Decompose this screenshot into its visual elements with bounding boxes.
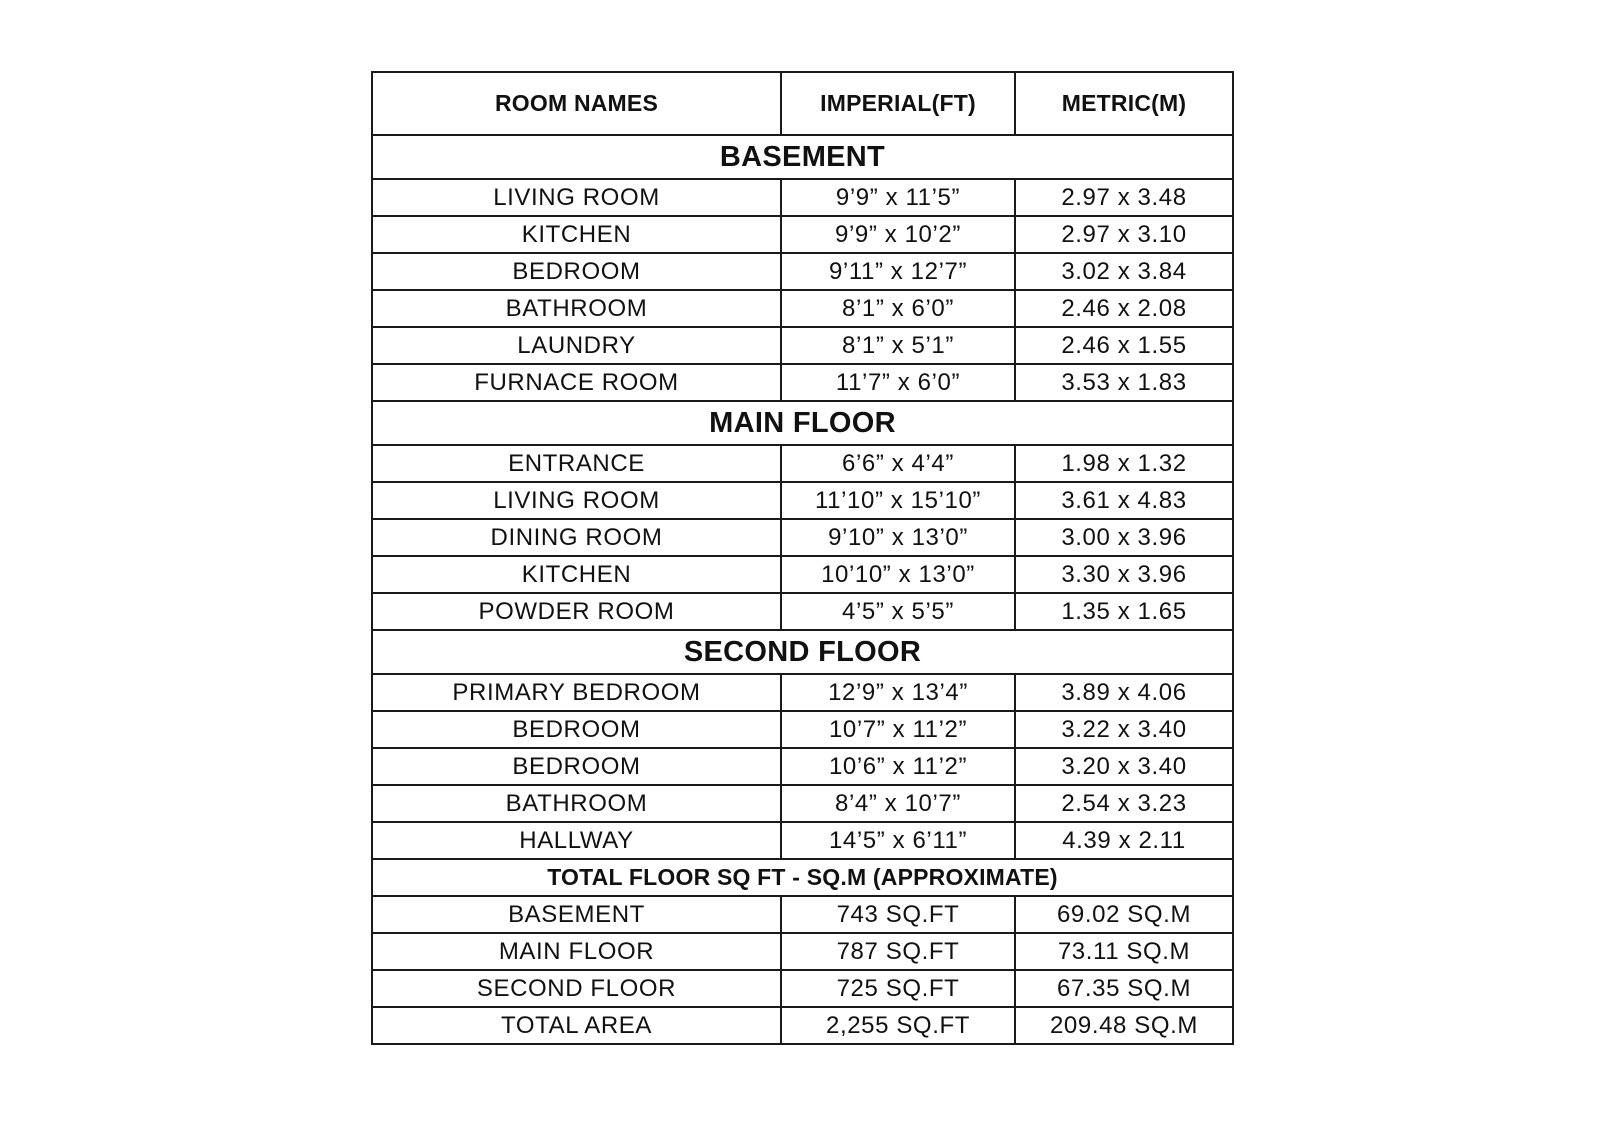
section-title: MAIN FLOOR — [372, 401, 1233, 445]
table-row — [372, 556, 1233, 593]
header-row — [372, 72, 1233, 135]
imperial-cell: 10’6” x 11’2” — [781, 748, 1015, 785]
total-row — [372, 970, 1233, 1007]
metric-area-cell: 73.11 SQ.M — [1015, 933, 1233, 970]
table-row — [372, 519, 1233, 556]
metric-cell: 2.97 x 3.48 — [1015, 179, 1233, 216]
table-row — [372, 785, 1233, 822]
room-name-cell: LAUNDRY — [372, 327, 781, 364]
header-room-names: ROOM NAMES — [372, 72, 781, 135]
metric-area-cell: 209.48 SQ.M — [1015, 1007, 1233, 1044]
section-row-basement — [372, 135, 1233, 179]
table-row — [372, 748, 1233, 785]
imperial-cell: 9’10” x 13’0” — [781, 519, 1015, 556]
table-row — [372, 711, 1233, 748]
table-row — [372, 327, 1233, 364]
room-name-cell: KITCHEN — [372, 556, 781, 593]
imperial-cell: 10’7” x 11’2” — [781, 711, 1015, 748]
imperial-area-cell: 787 SQ.FT — [781, 933, 1015, 970]
metric-cell: 3.00 x 3.96 — [1015, 519, 1233, 556]
metric-cell: 1.98 x 1.32 — [1015, 445, 1233, 482]
table-row — [372, 822, 1233, 859]
metric-cell: 3.30 x 3.96 — [1015, 556, 1233, 593]
metric-cell: 3.53 x 1.83 — [1015, 364, 1233, 401]
section-row-second-floor — [372, 630, 1233, 674]
section-title: SECOND FLOOR — [372, 630, 1233, 674]
metric-cell: 3.61 x 4.83 — [1015, 482, 1233, 519]
header-metric: METRIC(M) — [1015, 72, 1233, 135]
imperial-cell: 8’4” x 10’7” — [781, 785, 1015, 822]
room-name-cell: FURNACE ROOM — [372, 364, 781, 401]
room-name-cell: HALLWAY — [372, 822, 781, 859]
imperial-area-cell: 2,255 SQ.FT — [781, 1007, 1015, 1044]
imperial-cell: 12’9” x 13’4” — [781, 674, 1015, 711]
metric-cell: 2.46 x 1.55 — [1015, 327, 1233, 364]
imperial-cell: 9’9” x 10’2” — [781, 216, 1015, 253]
room-name-cell: KITCHEN — [372, 216, 781, 253]
imperial-cell: 4’5” x 5’5” — [781, 593, 1015, 630]
metric-cell: 2.54 x 3.23 — [1015, 785, 1233, 822]
imperial-cell: 14’5” x 6’11” — [781, 822, 1015, 859]
room-name-cell: BEDROOM — [372, 711, 781, 748]
metric-cell: 2.46 x 2.08 — [1015, 290, 1233, 327]
metric-cell: 2.97 x 3.10 — [1015, 216, 1233, 253]
table-row — [372, 290, 1233, 327]
total-row — [372, 896, 1233, 933]
metric-cell: 3.20 x 3.40 — [1015, 748, 1233, 785]
metric-cell: 1.35 x 1.65 — [1015, 593, 1233, 630]
imperial-cell: 8’1” x 6’0” — [781, 290, 1015, 327]
imperial-cell: 11’7” x 6’0” — [781, 364, 1015, 401]
table-row — [372, 482, 1233, 519]
section-title: BASEMENT — [372, 135, 1233, 179]
room-dimensions-table — [371, 71, 1234, 1045]
metric-cell: 3.02 x 3.84 — [1015, 253, 1233, 290]
section-row-main-floor — [372, 401, 1233, 445]
imperial-area-cell: 743 SQ.FT — [781, 896, 1015, 933]
imperial-cell: 10’10” x 13’0” — [781, 556, 1015, 593]
table-row — [372, 253, 1233, 290]
totals-header-row — [372, 859, 1233, 896]
room-name-cell: DINING ROOM — [372, 519, 781, 556]
table-row — [372, 593, 1233, 630]
table-row — [372, 216, 1233, 253]
total-row — [372, 933, 1233, 970]
floor-name-cell: BASEMENT — [372, 896, 781, 933]
room-name-cell: ENTRANCE — [372, 445, 781, 482]
room-name-cell: BATHROOM — [372, 785, 781, 822]
metric-cell: 4.39 x 2.11 — [1015, 822, 1233, 859]
imperial-cell: 9’11” x 12’7” — [781, 253, 1015, 290]
floor-name-cell: SECOND FLOOR — [372, 970, 781, 1007]
metric-area-cell: 69.02 SQ.M — [1015, 896, 1233, 933]
floor-name-cell: MAIN FLOOR — [372, 933, 781, 970]
table-row — [372, 364, 1233, 401]
table-row — [372, 179, 1233, 216]
room-name-cell: LIVING ROOM — [372, 482, 781, 519]
room-name-cell: BEDROOM — [372, 253, 781, 290]
room-name-cell: BATHROOM — [372, 290, 781, 327]
room-name-cell: PRIMARY BEDROOM — [372, 674, 781, 711]
total-row — [372, 1007, 1233, 1044]
imperial-cell: 9’9” x 11’5” — [781, 179, 1015, 216]
metric-area-cell: 67.35 SQ.M — [1015, 970, 1233, 1007]
imperial-area-cell: 725 SQ.FT — [781, 970, 1015, 1007]
table-row — [372, 674, 1233, 711]
imperial-cell: 8’1” x 5’1” — [781, 327, 1015, 364]
room-name-cell: BEDROOM — [372, 748, 781, 785]
metric-cell: 3.89 x 4.06 — [1015, 674, 1233, 711]
metric-cell: 3.22 x 3.40 — [1015, 711, 1233, 748]
table-row — [372, 445, 1233, 482]
room-name-cell: POWDER ROOM — [372, 593, 781, 630]
room-name-cell: LIVING ROOM — [372, 179, 781, 216]
imperial-cell: 11’10” x 15’10” — [781, 482, 1015, 519]
floor-name-cell: TOTAL AREA — [372, 1007, 781, 1044]
header-imperial: IMPERIAL(FT) — [781, 72, 1015, 135]
totals-title: TOTAL FLOOR SQ FT - SQ.M (APPROXIMATE) — [372, 859, 1233, 896]
imperial-cell: 6’6” x 4’4” — [781, 445, 1015, 482]
